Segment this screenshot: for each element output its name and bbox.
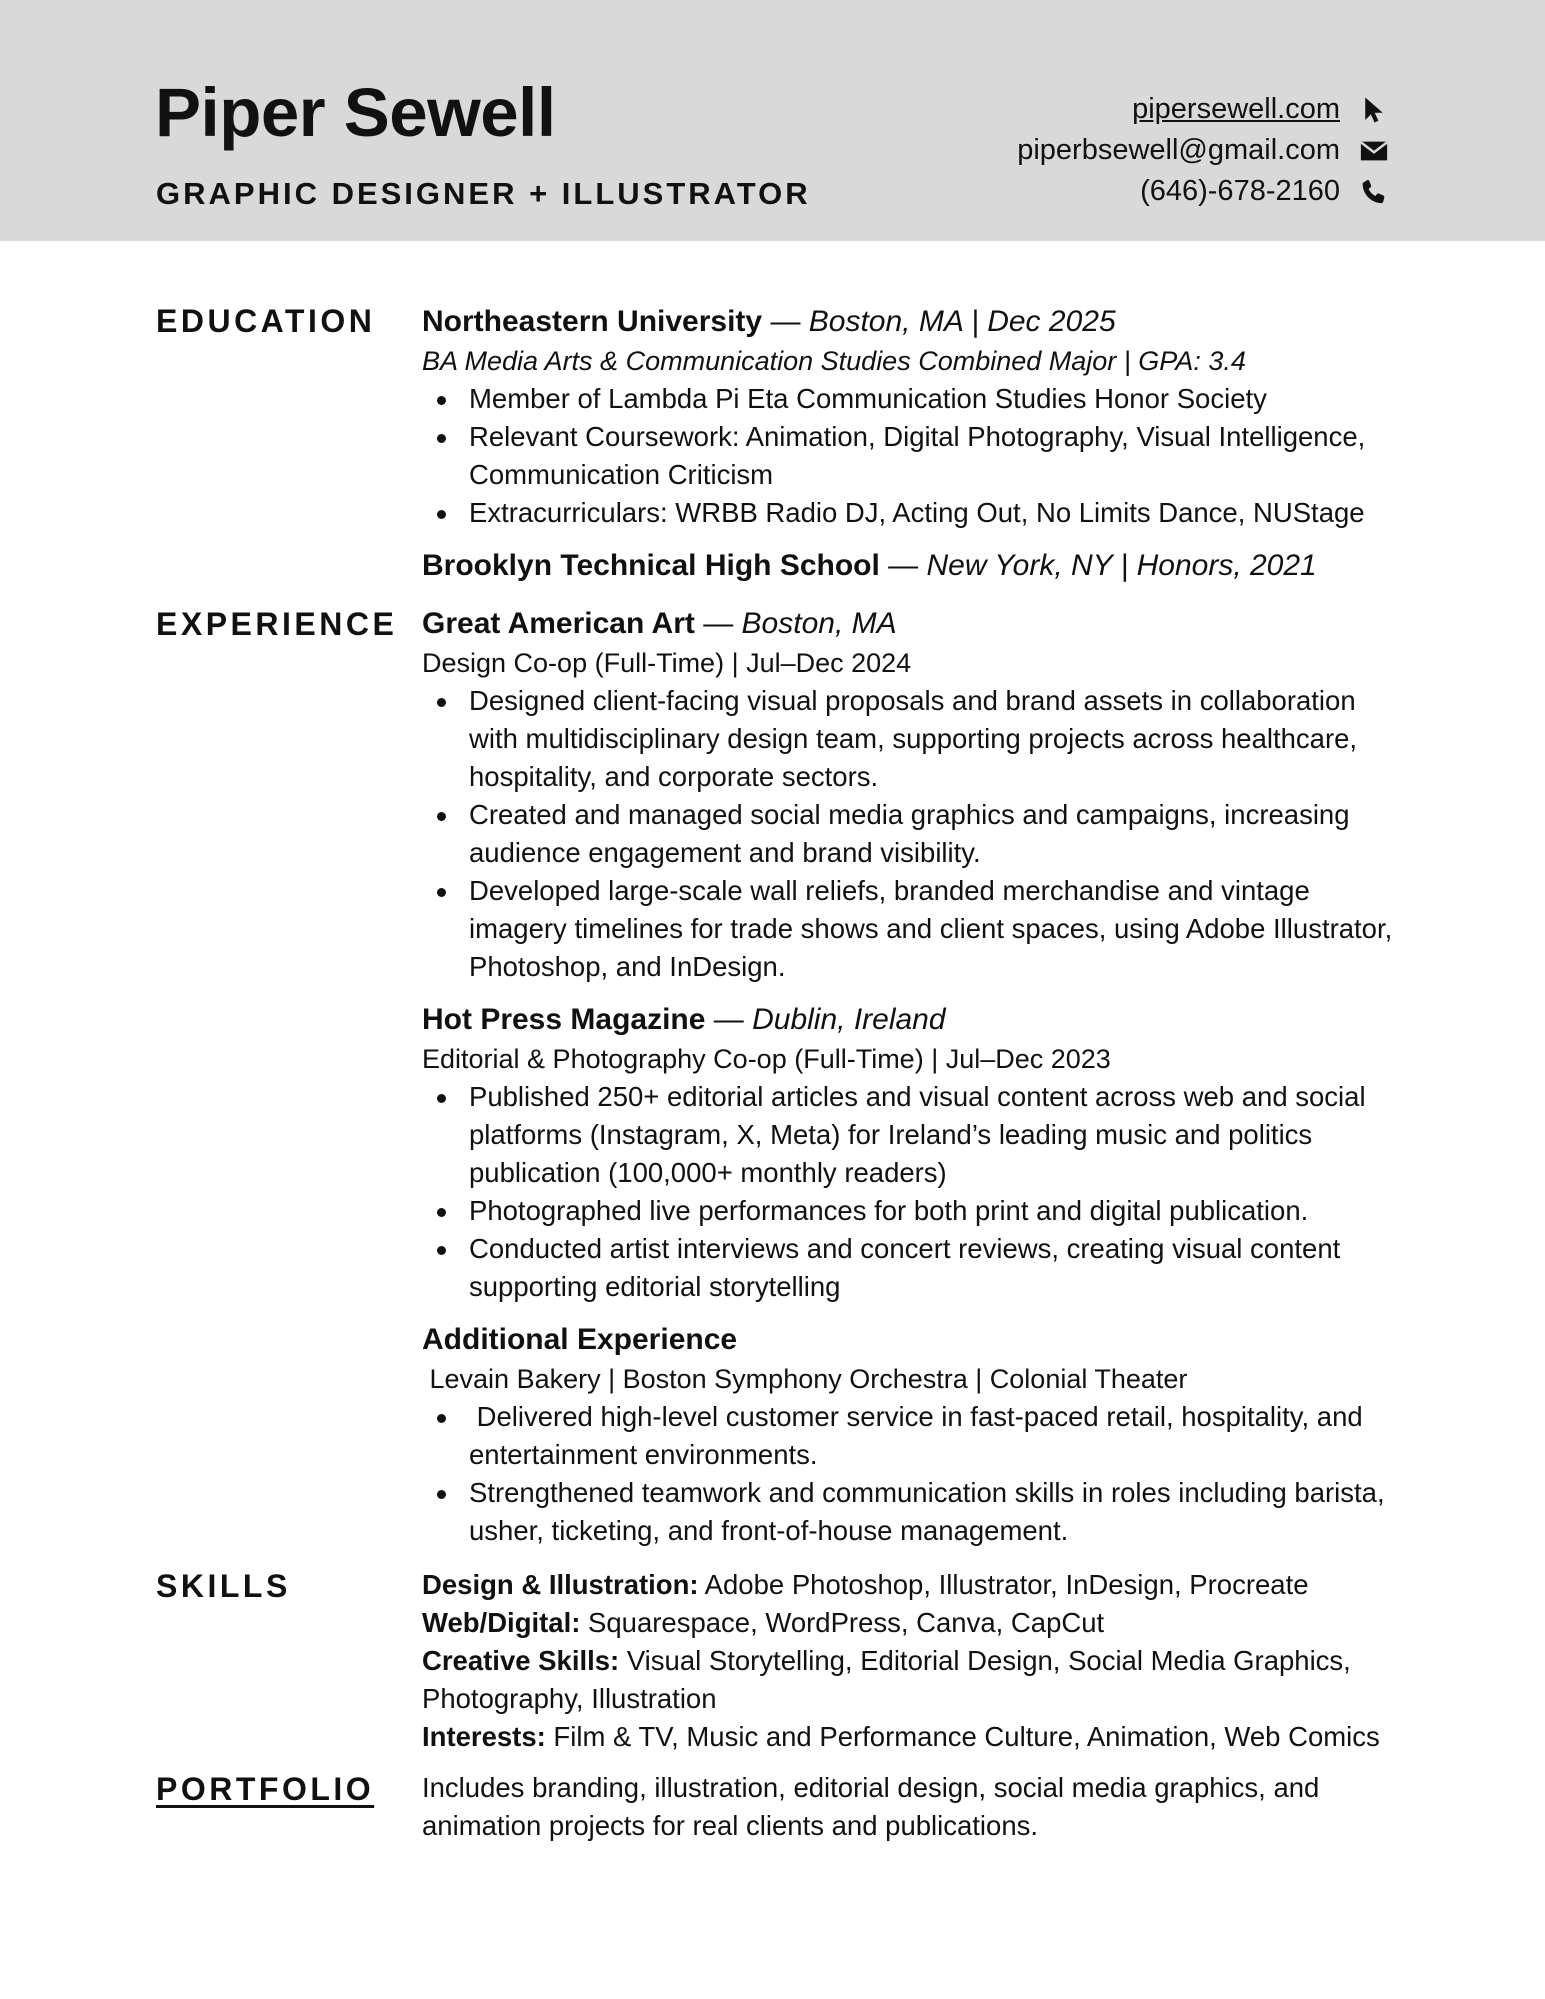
contact-website-row[interactable] xyxy=(1017,89,1390,130)
experience-bullets xyxy=(422,1398,1402,1550)
role-line: Design Co-op (Full-Time) | Jul–Dec 2024 xyxy=(422,648,912,678)
header-band xyxy=(0,0,1545,241)
experience-entry-title xyxy=(422,1320,1402,1360)
employer-name: Hot Press Magazine xyxy=(422,1003,706,1036)
list-item: Conducted artist interviews and concert reviews, creating visual content supporting editorial storytelling xyxy=(422,1230,1402,1306)
experience-entry-title xyxy=(422,604,1402,644)
portfolio-content xyxy=(422,1769,1402,1845)
skill-value: Adobe Photoshop, Illustrator, InDesign, Procreate xyxy=(698,1569,1309,1600)
list-item: Member of Lambda Pi Eta Communication Studies Honor Society xyxy=(422,380,1402,418)
education-entry-title xyxy=(422,546,1402,586)
job-title: GRAPHIC DESIGNER + ILLUSTRATOR xyxy=(156,176,811,211)
skill-label: Web/Digital: xyxy=(422,1607,581,1638)
section-portfolio-heading[interactable]: PORTFOLIO xyxy=(156,1771,375,1807)
list-item: Extracurriculars: WRBB Radio DJ, Acting Out, No Limits Dance, NUStage xyxy=(422,494,1402,532)
cursor-icon xyxy=(1358,94,1390,126)
role-line: Editorial & Photography Co-op (Full-Time) | Jul–Dec 2023 xyxy=(422,1044,1111,1074)
contact-phone-row[interactable] xyxy=(1017,171,1390,212)
list-item: Designed client-facing visual proposals and brand assets in collaboration with multidisciplinary design team, supporting projects across healthcare, hospitality, and corporate sectors. xyxy=(422,682,1402,796)
education-entry-title xyxy=(422,302,1402,342)
skill-line xyxy=(422,1604,1402,1642)
skill-label: Creative Skills: xyxy=(422,1645,620,1676)
skill-label: Design & Illustration: xyxy=(422,1569,699,1600)
email-text[interactable]: piperbsewell@gmail.com xyxy=(1017,134,1340,166)
skills-content xyxy=(422,1566,1402,1756)
list-item: Developed large-scale wall reliefs, branded merchandise and vintage imagery timelines for trade shows and client spaces, using Adobe Illustrator, Photoshop, and InDesign. xyxy=(422,872,1402,986)
education-bullets xyxy=(422,380,1402,532)
skill-label: Interests: xyxy=(422,1721,546,1752)
contact-info xyxy=(1017,89,1390,212)
phone-icon xyxy=(1358,176,1390,208)
experience-bullets xyxy=(422,1078,1402,1306)
title-separator: — xyxy=(694,607,742,640)
section-skills-heading: SKILLS xyxy=(156,1568,291,1604)
school-name: Northeastern University xyxy=(422,305,763,338)
skill-line xyxy=(422,1566,1402,1604)
school-name: Brooklyn Technical High School xyxy=(422,549,880,582)
role-line: Levain Bakery | Boston Symphony Orchestra | Colonial Theater xyxy=(422,1364,1188,1394)
portfolio-description: Includes branding, illustration, editorial design, social media graphics, and animation projects for real clients and publications. xyxy=(422,1772,1320,1841)
title-separator: — xyxy=(705,1003,753,1036)
list-item: Created and managed social media graphics and campaigns, increasing audience engagement and brand visibility. xyxy=(422,796,1402,872)
candidate-name: Piper Sewell xyxy=(155,74,556,151)
employer-location: Dublin, Ireland xyxy=(752,1003,946,1036)
education-content xyxy=(422,302,1402,586)
phone-text[interactable]: (646)-678-2160 xyxy=(1140,175,1340,207)
experience-entry-title xyxy=(422,1000,1402,1040)
contact-email-row[interactable] xyxy=(1017,130,1390,171)
list-item: Strengthened teamwork and communication skills in roles including barista, usher, ticketing, and front-of-house management. xyxy=(422,1474,1402,1550)
list-item: Relevant Coursework: Animation, Digital Photography, Visual Intelligence, Communication Criticism xyxy=(422,418,1402,494)
skill-line xyxy=(422,1642,1402,1718)
experience-bullets xyxy=(422,682,1402,986)
employer-name: Additional Experience xyxy=(422,1323,738,1356)
skill-value: Film & TV, Music and Performance Culture, Animation, Web Comics xyxy=(545,1721,1380,1752)
employer-location: Boston, MA xyxy=(741,607,897,640)
title-separator: — xyxy=(762,305,809,338)
website-link[interactable]: pipersewell.com xyxy=(1132,93,1340,125)
school-location: New York, NY | Honors, 2021 xyxy=(926,549,1317,582)
section-experience-heading: EXPERIENCE xyxy=(156,606,398,642)
list-item: Published 250+ editorial articles and visual content across web and social platforms (Instagram, X, Meta) for Ireland’s leading music and politics publication (100,000+ monthly readers) xyxy=(422,1078,1402,1192)
school-location: Boston, MA | Dec 2025 xyxy=(808,305,1116,338)
experience-content xyxy=(422,604,1402,1550)
list-item: Photographed live performances for both print and digital publication. xyxy=(422,1192,1402,1230)
employer-name: Great American Art xyxy=(422,607,695,640)
list-item: Delivered high-level customer service in fast-paced retail, hospitality, and entertainment environments. xyxy=(422,1398,1402,1474)
degree-line: BA Media Arts & Communication Studies Combined Major | GPA: 3.4 xyxy=(422,346,1246,376)
envelope-icon xyxy=(1358,135,1390,167)
skill-line xyxy=(422,1718,1402,1756)
skill-value: Squarespace, WordPress, Canva, CapCut xyxy=(580,1607,1105,1638)
title-separator: — xyxy=(879,549,927,582)
section-education-heading: EDUCATION xyxy=(156,303,376,339)
skill-value: Visual Storytelling, Editorial Design, Social Media Graphics, Photography, Illustration xyxy=(422,1645,1351,1714)
